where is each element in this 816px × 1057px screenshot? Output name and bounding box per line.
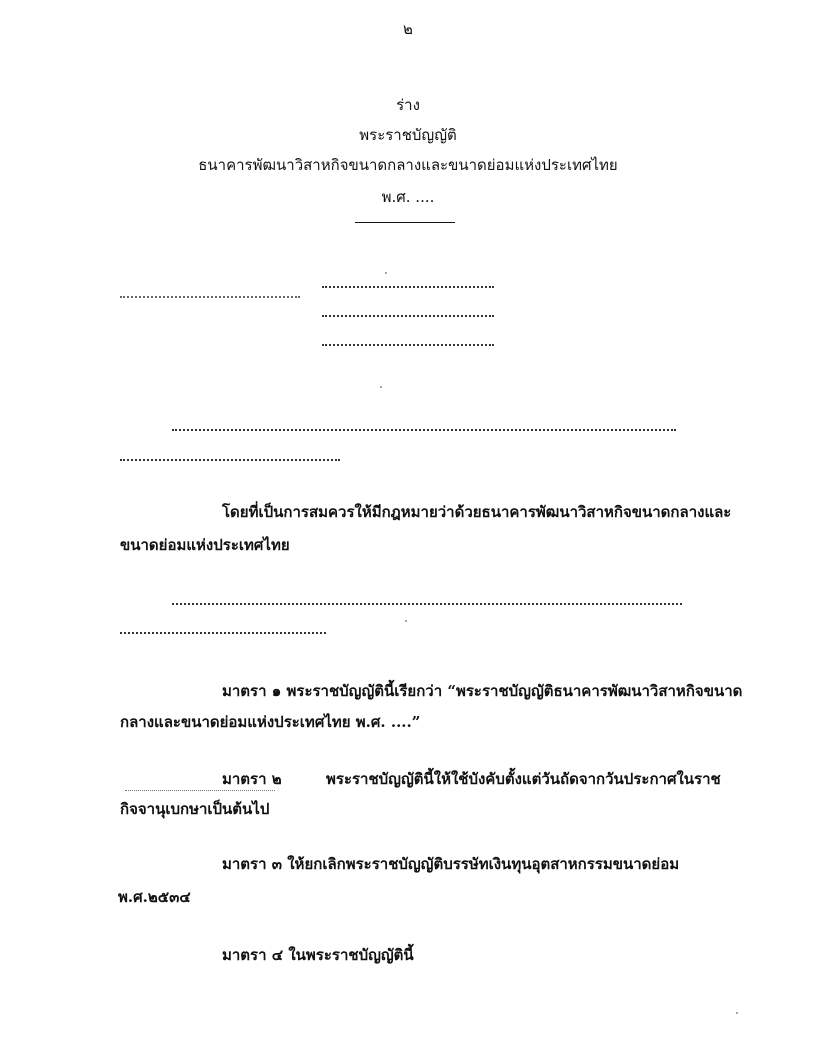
- section-1-line-1: มาตรา ๑ พระราชบัญญัตินี้เรียกว่า “พระราชบัญญัติธนาคารพัฒนาวิสาหกิจขนาด: [222, 682, 743, 700]
- dotted-line-short-2: [120, 632, 326, 634]
- dotted-line-long-1: [172, 429, 676, 431]
- bank-name-title: ธนาคารพัฒนาวิสาหกิจขนาดกลางและขนาดย่อมแห่งประเทศไทย: [198, 156, 618, 174]
- section-2-line-2: กิจจานุเบกษาเป็นต้นไป: [120, 800, 270, 818]
- dotted-line-2: [322, 315, 494, 317]
- section-1-line-2: กลางและขนาดย่อมแห่งประเทศไทย พ.ศ. ....”: [120, 713, 421, 731]
- section-4-line-1: มาตรา ๔ ในพระราชบัญญัตินี้: [222, 946, 414, 964]
- scan-smudge: [120, 296, 300, 298]
- draft-label: ร่าง: [396, 96, 420, 114]
- dotted-line-3: [322, 344, 494, 346]
- scan-smudge: [125, 790, 275, 791]
- section-2-line-1: พระราชบัญญัตินี้ให้ใช้บังคับตั้งแต่วันถัดจากวันประกาศในราช: [326, 770, 721, 788]
- dotted-line-long-2: [172, 603, 682, 605]
- section-3-line-1: มาตรา ๓ ให้ยกเลิกพระราชบัญญัติบรรษัทเงินทุนอุตสาหกรรมขนาดย่อม: [222, 855, 680, 873]
- preamble-line-2: ขนาดย่อมแห่งประเทศไทย: [120, 536, 290, 554]
- year-label: พ.ศ. ....: [381, 188, 435, 206]
- dotted-line-1: [322, 286, 494, 288]
- preamble-line-1: โดยที่เป็นการสมควรให้มีกฎหมายว่าด้วยธนาคารพัฒนาวิสาหกิจขนาดกลางและ: [222, 503, 732, 521]
- dotted-line-short-1: [120, 459, 340, 461]
- scan-speck: [385, 272, 387, 274]
- scan-speck: [380, 386, 382, 388]
- scan-speck: [736, 1012, 738, 1014]
- page-number: ๒: [403, 20, 413, 38]
- title-underline: [355, 222, 455, 223]
- scan-speck: [405, 620, 407, 622]
- section-3-line-2: พ.ศ.๒๕๓๔: [118, 888, 191, 906]
- act-label: พระราชบัญญัติ: [359, 126, 457, 144]
- section-2-label: มาตรา ๒: [222, 770, 282, 788]
